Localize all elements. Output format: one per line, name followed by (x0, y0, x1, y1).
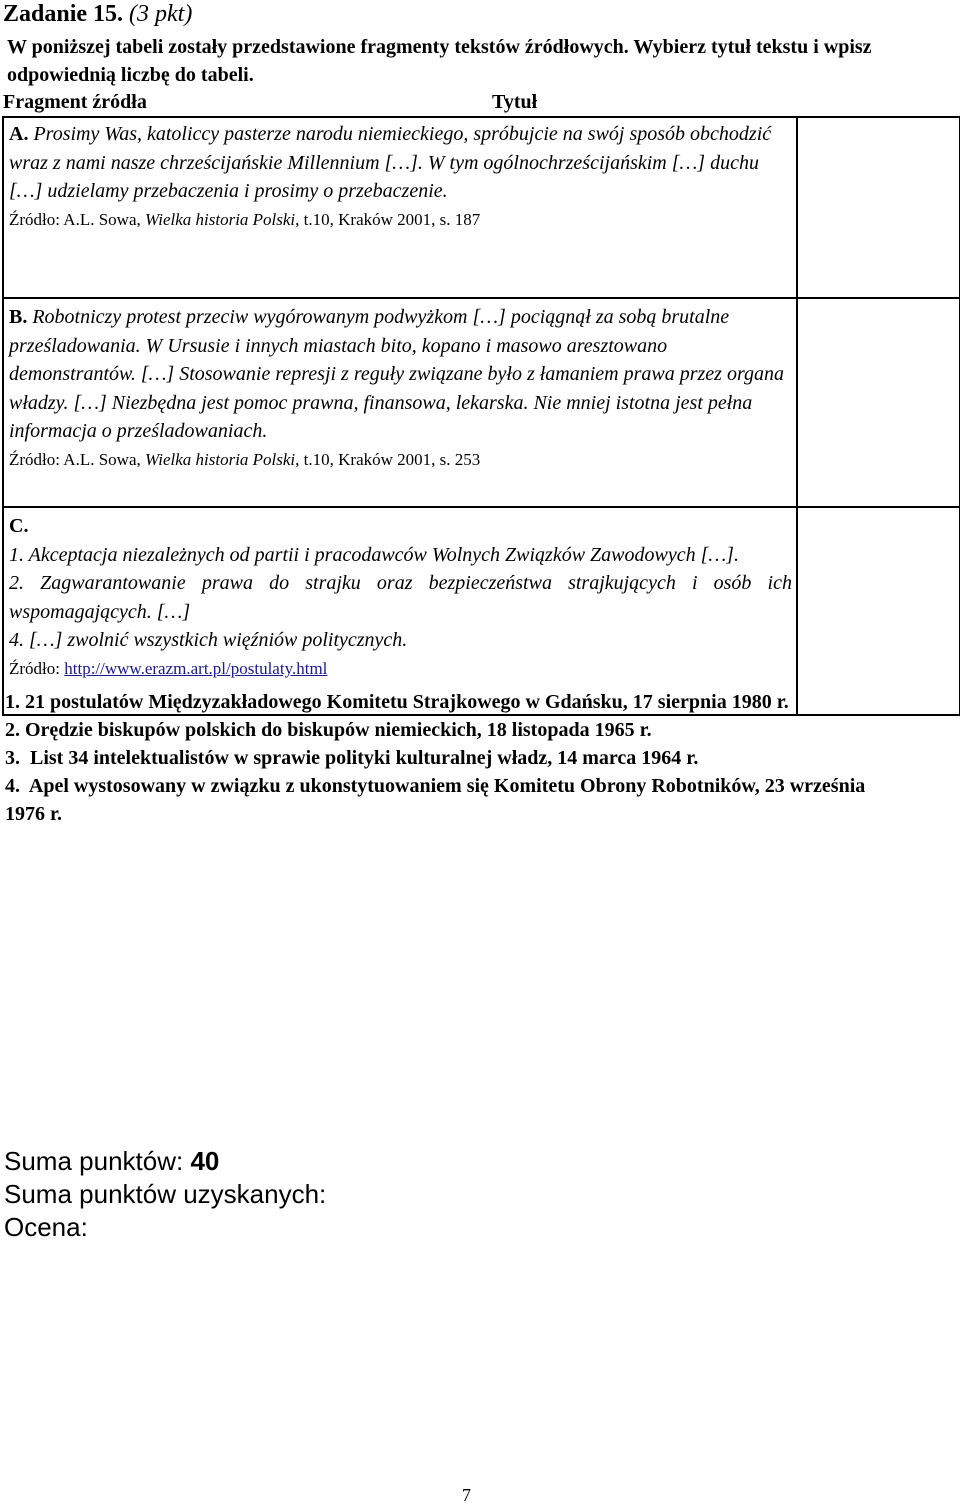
fragment-cell-b (3, 298, 797, 507)
source-prefix: Źródło: A.L. Sowa, (9, 209, 145, 229)
task-points: (3 pkt) (129, 1, 193, 27)
postulate-item: 1. Akceptacja niezależnych od partii i pracodawców Wolnych Związków Zawodowych […]. (9, 543, 739, 566)
title-option: 2. Orędzie biskupów polskich do biskupów niemieckich, 18 listopada 1965 r. (5, 719, 652, 741)
source-link[interactable]: http://www.erazm.art.pl/postulaty.html (64, 658, 328, 678)
answer-cell-a[interactable] (797, 117, 960, 298)
fragment-letter-b: B. (9, 306, 28, 328)
table-row-a (3, 117, 960, 298)
score-summary (4, 1145, 326, 1244)
source-suffix: , t.10, Kraków 2001, s. 187 (295, 209, 481, 229)
postulate-item: 4. […] zwolnić wszystkich więźniów politycznych. (9, 629, 408, 652)
answer-cell-b[interactable] (797, 298, 960, 507)
fragment-source-b (9, 446, 792, 474)
source-prefix: Źródło: A.L. Sowa, (9, 449, 145, 469)
header-fragment: Fragment źródła (3, 90, 797, 117)
header-title (492, 90, 960, 117)
source-book-title: Wielka historia Polski (145, 449, 296, 469)
table-row-b (3, 298, 960, 507)
table-header-row (3, 90, 960, 117)
fragment-letter-c: C. (9, 515, 29, 537)
grade-label: Ocena: (4, 1212, 88, 1242)
fragment-source-c (9, 655, 792, 683)
task-number: Zadanie 15. (3, 1, 124, 27)
table-row-c (3, 507, 960, 715)
title-option: 4. Apel wystosowany w związku z ukonstytuowaniem się Komitetu Obrony Robotników, 23 września 1976 r. (5, 775, 871, 825)
postulate-item: 2. Zagwarantowanie prawa do strajku oraz bezpieczeństwa strajkujących i osób ich wspomagających. […] (9, 572, 792, 623)
fragment-text-b: Robotniczy protest przeciw wygórowanym podwyżkom […] pociągnął za sobą brutalne prześladowania. W Ursusie i innych miastach bito, kopano i masowo aresztowano demonstrantów. […] Stosowanie represji z reguły związane było z łamaniem prawa przez organa władzy. […] Niezbędna jest pomoc prawna, finansowa, lekarska. Nie mniej istotna jest pełna informacja o prześladowaniach. (9, 306, 785, 443)
header-title-label: Tytuł (492, 91, 538, 113)
title-option: 1. 21 postulatów Międzyzakładowego Komitetu Strajkowego w Gdańsku, 17 sierpnia 1980 r. (5, 691, 789, 713)
total-points-label: Suma punktów: (4, 1146, 191, 1176)
task-instruction: W poniższej tabeli zostały przedstawione fragmenty tekstów źródłowych. Wybierz tytuł tekstu i wpisz odpowiednią liczbę do tabeli. (7, 36, 872, 86)
fragment-cell-c (3, 507, 797, 715)
fragment-text-a: Prosimy Was, katoliccy pasterze narodu niemieckiego, spróbujcie na swój sposób obchodzić wraz z nami nasze chrześcijańskie Millennium […]. W tym ogólnochrześcijańskim […] duchu […] udzielamy przebaczenia i prosimy o przebaczenie. (9, 123, 772, 203)
total-points-value: 40 (190, 1146, 220, 1176)
source-prefix: Źródło: (9, 658, 65, 678)
fragment-cell-a (3, 117, 797, 298)
fragment-letter-a: A. (9, 123, 29, 145)
source-book-title: Wielka historia Polski (145, 209, 296, 229)
titles-list (5, 688, 905, 828)
page-number: 7 (462, 1485, 471, 1505)
source-suffix: , t.10, Kraków 2001, s. 253 (295, 449, 481, 469)
fragment-source-a (9, 206, 792, 234)
sources-table (2, 90, 960, 716)
title-option: 3. List 34 intelektualistów w sprawie polityki kulturalnej władz, 14 marca 1964 r. (5, 747, 699, 769)
obtained-points-label: Suma punktów uzyskanych: (4, 1179, 327, 1209)
total-points (4, 1145, 326, 1178)
task-heading (3, 0, 192, 28)
answer-cell-c[interactable] (797, 507, 960, 715)
